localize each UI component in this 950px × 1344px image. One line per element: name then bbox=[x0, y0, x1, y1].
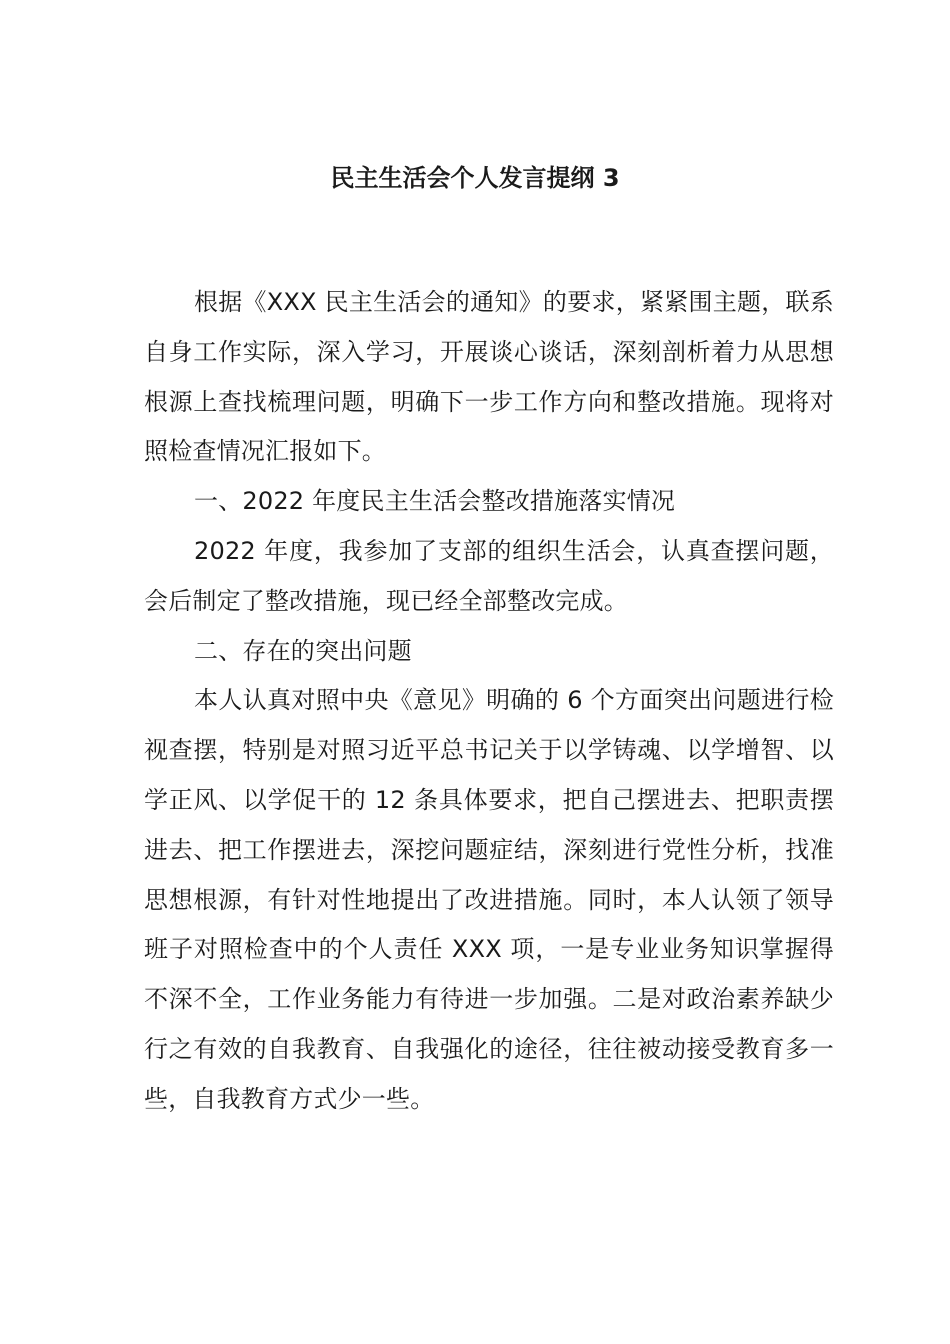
paragraph-section-2: 本人认真对照中央《意见》明确的 6 个方面突出问题进行检视查摆，特别是对照习近平总书记关于以学铸魂、以学增智、以学正风、以学促干的 12 条具体要求，把自己摆进去、把职责摆进去、把工作摆进去，深挖问题症结，深刻进行党性分析，找准思想根源，有针对性地提出了改进措施。同时，本人认领了领导班子对照检查中的个人责任 XXX 项，一是专业业务知识掌握得不深不全，工作业务能力有待进一步加强。二是对政治素养缺少行之有效的自我教育、自我强化的途径，往往被动接受教育多一些，自我教育方式少一些。 bbox=[144, 686, 834, 1113]
section-heading-2: 二、存在的突出问题 bbox=[194, 636, 412, 665]
document-body bbox=[144, 278, 834, 1125]
section-heading-1: 一、2022 年度民主生活会整改措施落实情况 bbox=[194, 487, 676, 516]
paragraph-intro: 根据《XXX 民主生活会的通知》的要求，紧紧围主题，联系自身工作实际，深入学习，开展谈心谈话，深刻剖析着力从思想根源上查找梳理问题，明确下一步工作方向和整改措施。现将对照检查情况汇报如下。 bbox=[144, 288, 834, 466]
paragraph-section-1: 2022 年度，我参加了支部的组织生活会，认真查摆问题，会后制定了整改措施，现已经全部整改完成。 bbox=[144, 536, 834, 615]
document-title: 民主生活会个人发言提纲 3 bbox=[330, 164, 620, 192]
